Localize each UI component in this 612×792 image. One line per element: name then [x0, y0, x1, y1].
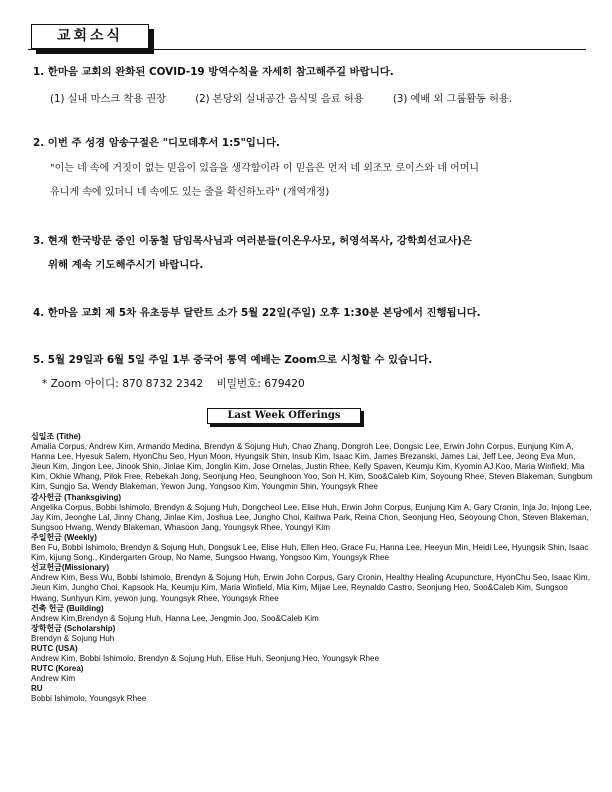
zoom-info: [42, 376, 315, 391]
offering-category: RU: [31, 684, 43, 694]
header-rule: [28, 49, 586, 50]
offering-category: 주일헌금 (Weekly): [31, 532, 97, 542]
offering-names: Ben Fu, Bobbi Ishimolo, Brendyn & Sojung Huh, Dongsuk Lee, Elise Huh, Ellen Heo, Grace Fu, Hanna Lee, Heeyun Min, Heidi Lee, Hyungsik Shin, Isaac Kim, kijung Song., Kindergarten Group, No Name, Sungsoo Hwang, Yongsoo Kim, Youngsyk Rhee: [31, 543, 589, 563]
zoom-id: * Zoom 아이디: 870 8732 2342: [42, 378, 204, 390]
covid-rule-1: (1) 실내 마스크 착용 권장: [50, 94, 166, 105]
offering-names: Andrew Kim: [31, 674, 76, 684]
notice-3-line-2: 위해 계속 기도해주시기 바랍니다.: [48, 259, 204, 271]
verse-line-2: 유니게 속에 있더니 네 속에도 있는 줄을 확신하노라" (개역개정): [50, 187, 330, 198]
offering-group: [31, 664, 593, 684]
offerings-list: [31, 432, 593, 705]
offering-names: Andrew Kim, Bobbi Ishimolo, Brendyn & Sojung Huh, Elise Huh, Seonjung Heo, Youngsyk Rhee: [31, 654, 380, 664]
notice-2: 2. 이번 주 성경 암송구절은 "디모데후서 1:5"입니다.: [33, 137, 280, 149]
notice-1: 1. 한마음 교회의 완화된 COVID-19 방역수칙을 자세히 참고해주길 바랍니다.: [33, 66, 394, 78]
offerings-header: [207, 408, 362, 425]
covid-rules: [50, 90, 590, 105]
offering-group: [31, 604, 593, 624]
offering-group: [31, 624, 593, 644]
offering-group: [31, 684, 593, 704]
verse-line-1: "이는 네 속에 거짓이 없는 믿음이 있음을 생각함이라 이 믿음은 먼저 네 외조모 로이스와 네 어머니: [50, 163, 480, 174]
notice-5: 5. 5월 29일과 6월 5일 주일 1부 중국어 통역 예배는 Zoom으로 시청할 수 있습니다.: [33, 354, 433, 366]
offering-category: 장학헌금 (Scholarship): [31, 623, 116, 633]
offering-category: 선교헌금(Missionary): [31, 563, 110, 573]
offering-group: [31, 493, 593, 533]
zoom-password: 비밀번호: 679420: [216, 378, 305, 390]
offering-group: [31, 432, 593, 493]
offering-category: 감사헌금 (Thanksgiving): [31, 492, 122, 502]
notice-4: 4. 한마음 교회 제 5차 유초등부 달란트 소가 5월 22일(주일) 오후 1:30분 본당에서 진행됩니다.: [33, 307, 481, 319]
offering-category: RUTC (Korea): [31, 664, 84, 674]
covid-rule-3: (3) 예배 외 그룹활동 허용.: [392, 94, 513, 105]
header-title: 교회소식: [31, 24, 149, 49]
offering-group: [31, 644, 593, 664]
offering-names: Angelika Corpus, Bobbi Ishimolo, Brendyn & Sojung Huh, Dongcheol Lee, Elise Huh, Erwin John Corpus, Eunjung Kim A, Gary Cronin, Inja Jo, Injong Lee, Jay Kim, Jeonghe Lal, Jinny Chang, Jinlae Kim, Joshua Lee, Jungho Choi, Kaihwa Park, Reina Chon, Seonjung Heo, Seoyoung Chon, Steven Blakeman, Sungsoo Hwang, Wendy Blakeman, Whasoon Jang, Youngsyk Rhee, Youngyi Kim: [31, 502, 592, 532]
offering-names: Bobbi Ishimolo, Youngsyk Rhee: [31, 694, 147, 704]
offering-category: 건축 헌금 (Building): [31, 603, 104, 613]
offering-group: [31, 563, 593, 603]
covid-rule-2: (2) 본당외 실내공간 음식및 음료 허용: [195, 94, 364, 105]
offering-category: RUTC (USA): [31, 643, 78, 653]
offering-names: Amalia Corpus, Andrew Kim, Armando Medina, Brendyn & Sojung Huh, Chao Zhang, Dongroh Lee, Dongsic Lee, Erwin John Corpus, Eunjung Kim A, Hanna Lee, Hyesuk Salem, HyonChu Seo, Hyun Moon, Hyungsik Shin, Insub Kim, Isaac Kim, James Brezanski, James Lai, Jeff Lee, Jeong Eva Mun, Jieun Kim, Jingon Lee, Jinook Shin, Jinlae Kim, Jonglin Kim, Jose Ornelas, Justin Rhee, Kelly Spaven, Keumju Kim, Kyomin AJ Koo, Maria Winfield, Mia Kim, Okhie Whang, Pilok Free, Rebekah Jong, Seonjung Heo, Seunghoon Yoo, Son H. Kim, Soo&Caleb Kim, Soyoung Rhee, Steven Blakeman, Sungbum Kim, Sungjo Sa, Wendy Blakeman, Yewon Jung, Yongsoo Kim, Youngmin Shin, Youngsyk Rhee: [31, 442, 593, 492]
offerings-title: Last Week Offerings: [207, 408, 361, 424]
offering-names: Andrew Kim, Bess Wu, Bobbi Ishimolo, Brendyn & Sojung Huh, Erwin John Corpus, Gary Cronin, Healthy Healing Acupuncture, HyonChu Seo, Isaac Kim, Jieun Kim, Jungho Choi, Kapsook Ha, Keumju Kim, Maria Winfield, Mia Kim, Mijae Lee, Reynaldo Castro, Seonjung Heo, Soo&Caleb Kim, Sungsoo Hwang, Sunhyun Kim, yewon jung, Youngsyk Rhee, Youngsyk Rhee: [31, 573, 590, 603]
offering-group: [31, 533, 593, 563]
offering-names: Brendyn & Sojung Huh: [31, 633, 115, 643]
offering-category: 십일조 (Tithe): [31, 432, 81, 441]
notice-3: 3. 현재 한국방문 중인 이동철 담임목사님과 여러분들(이온우사모, 허영석목사, 강학희선교사)은: [33, 235, 472, 247]
offering-names: Andrew Kim,Brendyn & Sojung Huh, Hanna Lee, Jengmin Joo, Soo&Caleb Kim: [31, 613, 319, 623]
